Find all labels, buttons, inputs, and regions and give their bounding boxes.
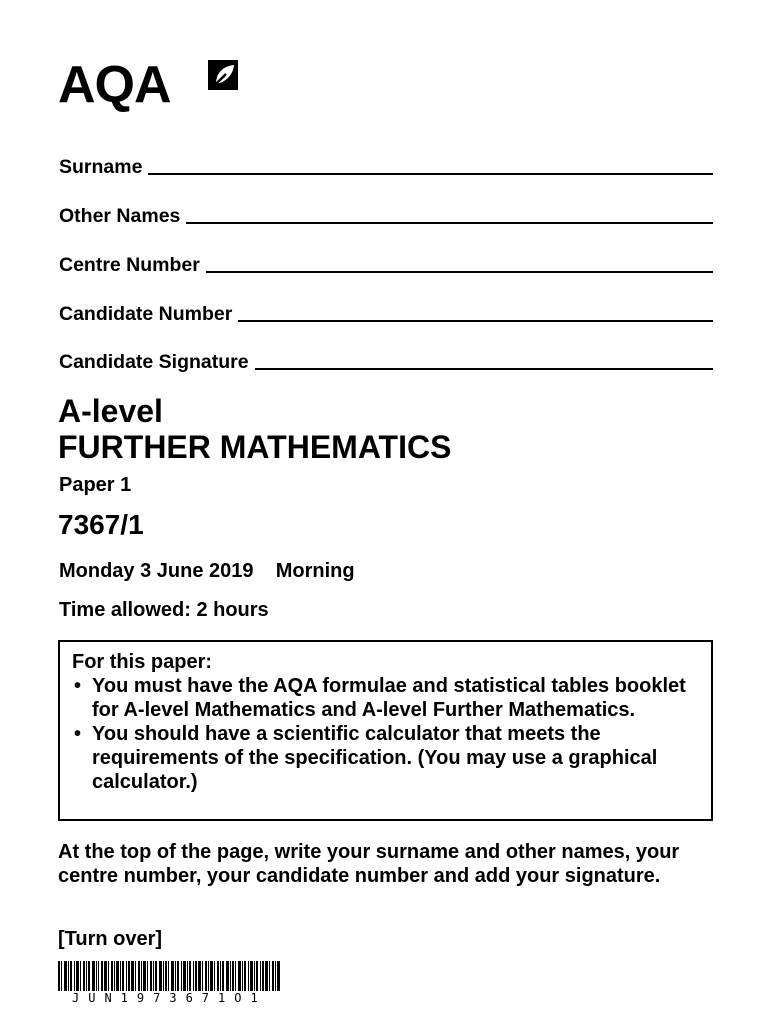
materials-box <box>58 640 713 821</box>
aqa-leaf-mark-icon <box>204 56 242 94</box>
paper-code: 7367/1 <box>58 509 144 540</box>
centre-number-field[interactable] <box>59 248 713 276</box>
surname-line[interactable] <box>148 173 713 175</box>
centre-number-label: Centre Number <box>59 254 200 276</box>
candidate-number-label: Candidate Number <box>59 303 233 325</box>
surname-field[interactable] <box>59 150 713 178</box>
subject-title: FURTHER MATHEMATICS <box>58 429 452 465</box>
materials-item-text: You should have a scientific calculator that meets the requirements of the specification. (You may use a graphical calculator.) <box>92 723 658 793</box>
barcode-text: JUN1973671O1 <box>72 991 267 1005</box>
turn-over-label: [Turn over] <box>58 928 163 950</box>
centre-number-line[interactable] <box>206 271 713 273</box>
barcode-icon <box>58 961 280 991</box>
bullet-icon: • <box>74 675 82 697</box>
paper-number: Paper 1 <box>59 474 132 496</box>
materials-item-text: You must have the AQA formulae and statistical tables booklet for A-level Mathematics and A-level Further Mathematics. <box>92 675 686 721</box>
logo-text: AQA <box>58 56 171 114</box>
materials-heading: For this paper: <box>72 651 213 673</box>
surname-label: Surname <box>59 156 143 178</box>
candidate-number-field[interactable] <box>59 297 713 325</box>
other-names-line[interactable] <box>186 222 713 224</box>
candidate-signature-line[interactable] <box>255 368 713 370</box>
other-names-label: Other Names <box>59 205 181 227</box>
exam-date: Monday 3 June 2019 Morning <box>59 560 355 582</box>
bullet-icon: • <box>74 723 82 745</box>
qualification-level: A-level <box>58 393 163 429</box>
candidate-signature-field[interactable] <box>59 345 713 373</box>
candidate-number-line[interactable] <box>238 320 713 322</box>
list-item <box>72 722 701 794</box>
aqa-logo <box>58 52 248 118</box>
other-names-field[interactable] <box>59 199 713 227</box>
materials-list <box>72 674 701 794</box>
candidate-signature-label: Candidate Signature <box>59 351 249 373</box>
list-item <box>72 674 701 722</box>
time-allowed: Time allowed: 2 hours <box>59 599 269 621</box>
candidate-instruction: At the top of the page, write your surname and other names, your centre number, your candidate number and add your signature. <box>58 841 680 887</box>
